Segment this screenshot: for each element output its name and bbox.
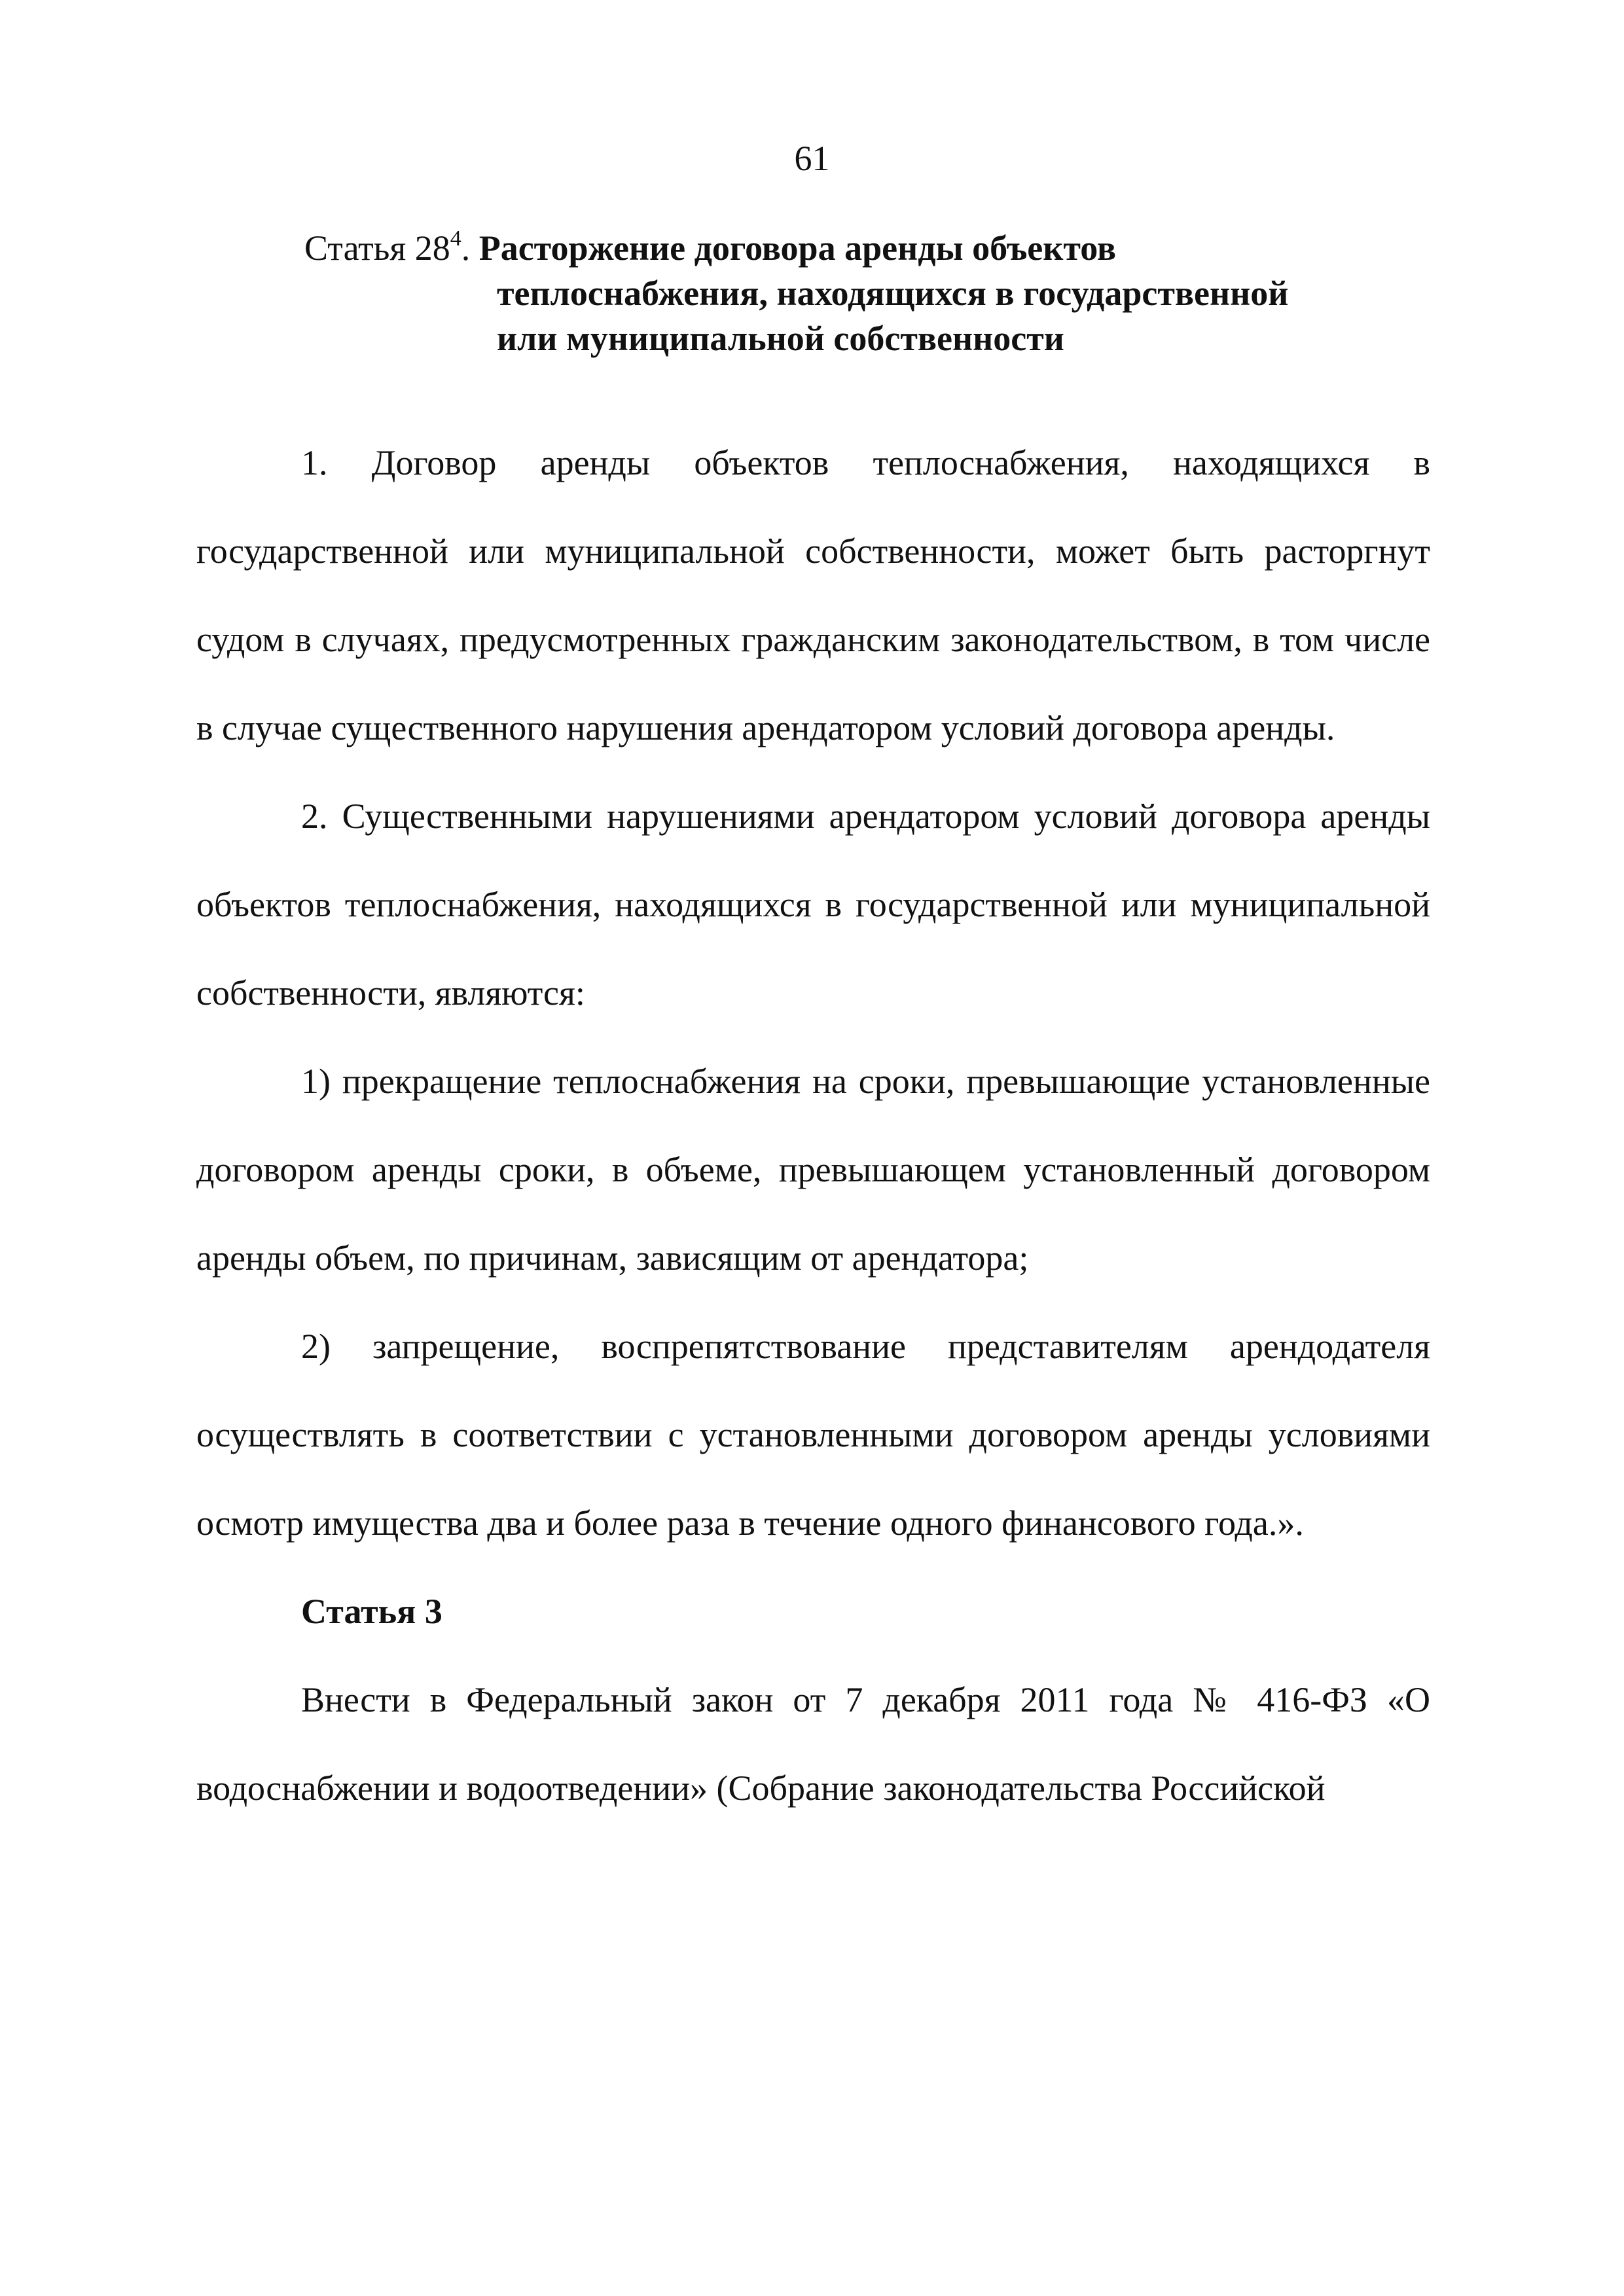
paragraph-item-1: 1) прекращение теплоснабжения на сроки, превышающие установленные договором аренды сроки, в объеме, превышающем установленный договором аренды объем, по причинам, зависящим от арендатора; [196, 1062, 1430, 1278]
paragraph-2: 2. Существенными нарушениями арендатором условий договора аренды объектов теплоснабжения, находящихся в государственной или муниципальной собственности, являются: [196, 797, 1430, 1013]
paragraph-item-2: 2) запрещение, воспрепятствование представителям арендодателя осуществлять в соответствии с установленными договором аренды условиями осмотр имущества два и более раза в течение одного финансового года.». [196, 1327, 1430, 1543]
article-title-line-3: или муниципальной собственности [497, 319, 1064, 358]
article-title-line-1: Расторжение договора аренды объектов [478, 228, 1117, 268]
article-3-heading: Статья 3 [301, 1592, 442, 1631]
article-superscript: 4 [450, 226, 461, 251]
article-number-dot: . [461, 228, 471, 268]
document-body [196, 419, 1430, 1833]
paragraph-1: 1. Договор аренды объектов теплоснабжения, находящихся в государственной или муниципальной собственности, может быть расторгнут судом в случаях, предусмотренных гражданским законодательством, в том числе в случае существенного нарушения арендатором условий договора аренды. [196, 443, 1430, 747]
article-title-line-2: теплоснабжения, находящихся в государственной [497, 274, 1289, 313]
page-number: 61 [794, 139, 830, 178]
article-number: Статья 28 [304, 228, 450, 268]
article-heading [304, 226, 1443, 361]
paragraph-article-3: Внести в Федеральный закон от 7 декабря 2011 года № 416-ФЗ «О водоснабжении и водоотведении» (Собрание законодательства Российской [196, 1680, 1430, 1808]
